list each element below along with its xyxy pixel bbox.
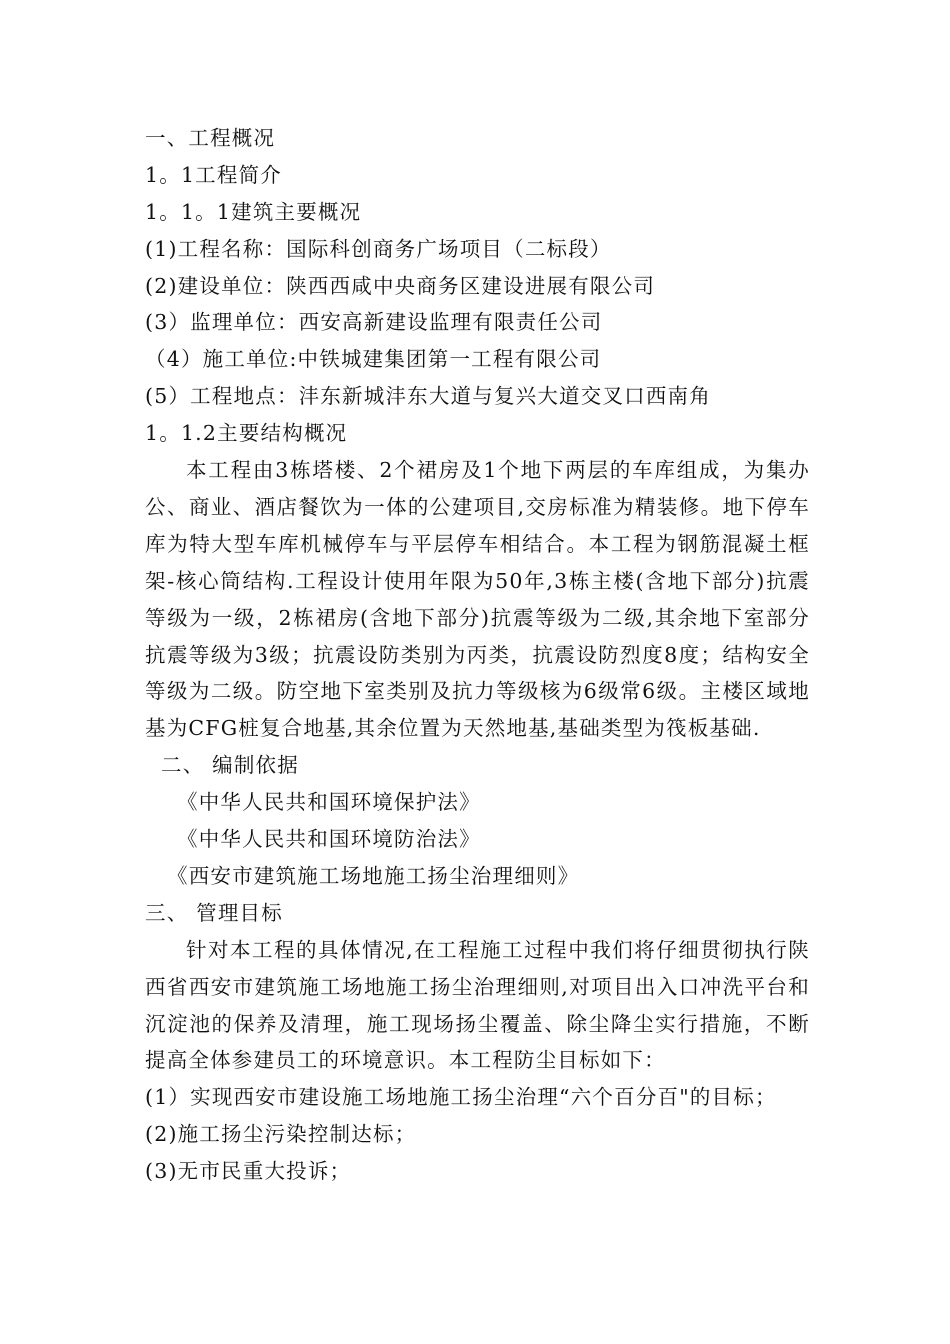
supervisor-item: (3）监理单位：西安高新建设监理有限责任公司 (145, 310, 603, 335)
law-reference-2: 《中华人民共和国环境防治法》 (177, 827, 481, 852)
law-reference-1: 《中华人民共和国环境保护法》 (177, 790, 481, 815)
management-goals-paragraph: 针对本工程的具体情况,在工程施工过程中我们将仔细贯彻执行陕西省西安市建筑施工场地施工扬尘治理细则,对项目出入口冲洗平台和沉淀池的保养及清理，施工现场扬尘覆盖、除尘降尘实行措施，不断提高全体参建员工的环境意识。本工程防尘目标如下： (145, 937, 810, 1073)
law-reference-3: 《西安市建筑施工场地施工扬尘治理细则》 (167, 863, 580, 888)
client-item: (2)建设单位：陕西西咸中央商务区建设进展有限公司 (145, 273, 656, 298)
section-heading-2: 二、 编制依据 (161, 753, 299, 778)
document-body (145, 120, 810, 1190)
goal-item-3: (3)无市民重大投诉； (145, 1159, 352, 1184)
subsection-heading-1-1-2: 1。1.2主要结构概况 (145, 421, 348, 446)
section-heading-1: 一、工程概况 (145, 126, 276, 150)
subsection-heading-1-1-1: 1。1。1建筑主要概况 (145, 199, 362, 224)
project-name-item: (1)工程名称：国际科创商务广场项目（二标段） (145, 236, 612, 261)
structure-overview-paragraph: 本工程由3栋塔楼、2个裙房及1个地下两层的车库组成，为集办公、商业、酒店餐饮为一体的公建项目,交房标准为精装修。地下停车库为特大型车库机械停车与平层停车相结合。本工程为钢筋混凝土框架-核心筒结构.工程设计使用年限为50年,3栋主楼(含地下部分)抗震等级为一级，2栋裙房(含地下部分)抗震等级为二级,其余地下室部分抗震等级为3级；抗震设防类别为丙类，抗震设防烈度8度；结构安全等级为二级。防空地下室类别及抗力等级核为6级常6级。主楼区域地基为CFG桩复合地基,其余位置为天然地基,基础类型为筏板基础. (145, 458, 810, 741)
contractor-item: （4）施工单位:中铁城建集团第一工程有限公司 (145, 347, 602, 372)
goal-item-2: (2)施工扬尘污染控制达标； (145, 1122, 417, 1147)
location-item: (5）工程地点：沣东新城沣东大道与复兴大道交叉口西南角 (145, 384, 711, 409)
section-heading-3: 三、 管理目标 (145, 900, 283, 925)
goal-item-1: (1）实现西安市建设施工场地施工扬尘治理“六个百分百"的目标； (145, 1085, 777, 1110)
subsection-heading-1-1: 1。1工程简介 (145, 162, 282, 187)
